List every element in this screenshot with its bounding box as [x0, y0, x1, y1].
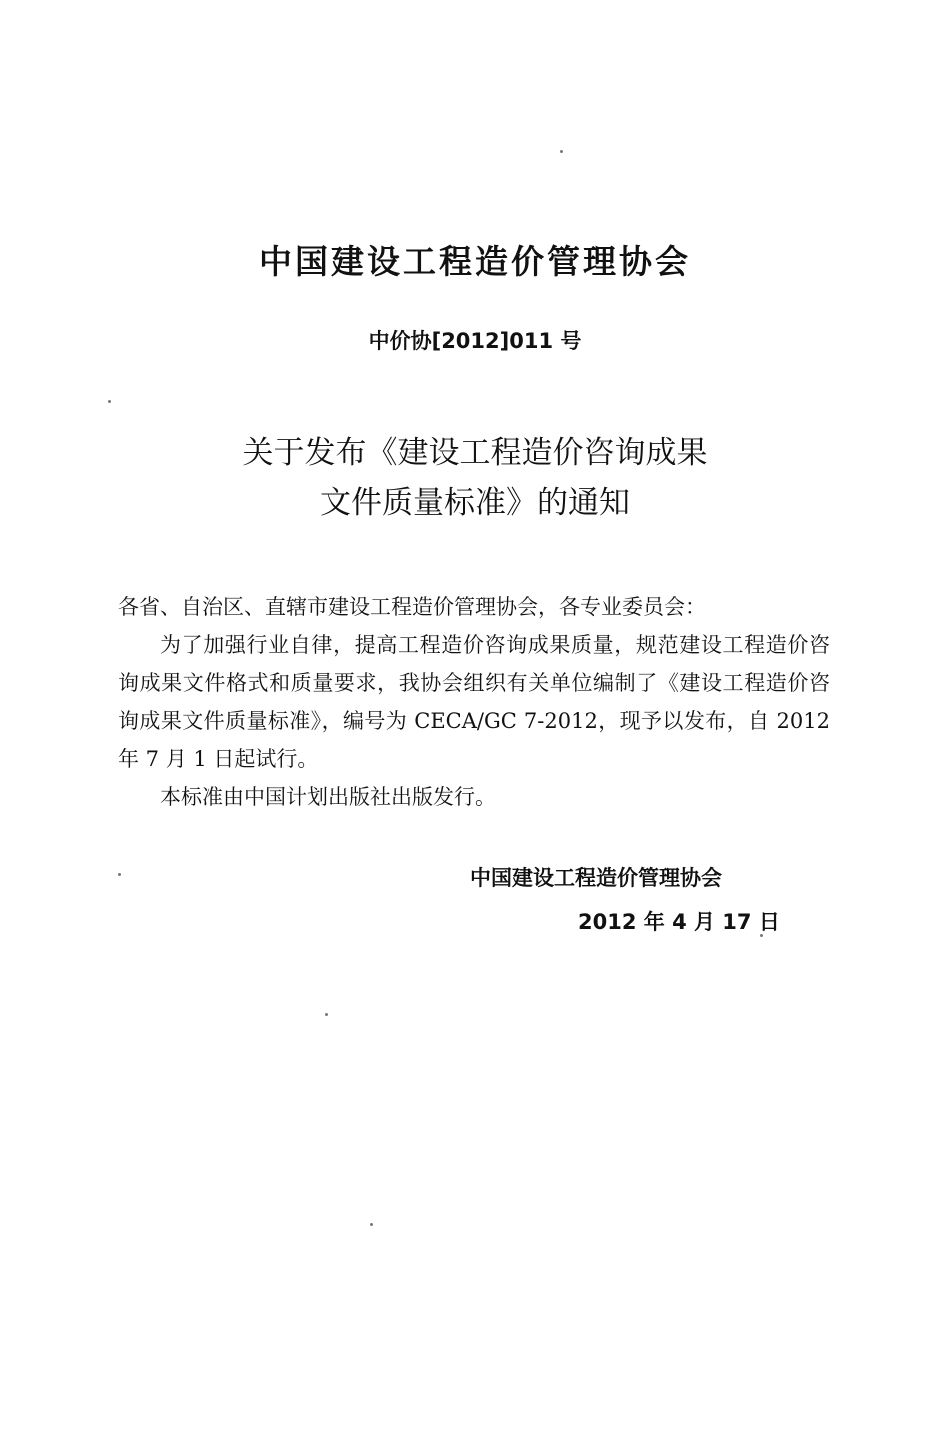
scan-speck	[108, 400, 111, 403]
document-number: 中价协[2012]011 号	[368, 329, 582, 353]
body-paragraph-1: 为了加强行业自律，提高工程造价咨询成果质量，规范建设工程造价咨询成果文件格式和质量要求，我协会组织有关单位编制了《建设工程造价咨询成果文件质量标准》，编号为 CECA/GC 7-2012，现予以发布，自 2012 年 7 月 1 日起试行。	[118, 633, 830, 771]
notice-title-line-2: 文件质量标准》的通知	[320, 485, 630, 521]
scan-speck	[760, 934, 763, 937]
scan-speck	[118, 873, 121, 876]
notice-title	[0, 428, 950, 528]
scan-speck	[560, 150, 563, 153]
signature-block	[470, 856, 790, 944]
notice-title-line-1: 关于发布《建设工程造价咨询成果	[242, 435, 708, 471]
issuing-organization-heading: 中国建设工程造价管理协会	[259, 242, 691, 281]
notice-body	[118, 588, 830, 816]
scan-speck	[325, 1013, 328, 1016]
scan-speck	[370, 1223, 373, 1226]
signature-date: 2012 年 4 月 17 日	[578, 910, 780, 934]
body-paragraph-2: 本标准由中国计划出版社出版发行。	[160, 785, 496, 809]
salutation: 各省、自治区、直辖市建设工程造价管理协会，各专业委员会：	[118, 595, 706, 619]
signature-organization: 中国建设工程造价管理协会	[470, 866, 722, 890]
